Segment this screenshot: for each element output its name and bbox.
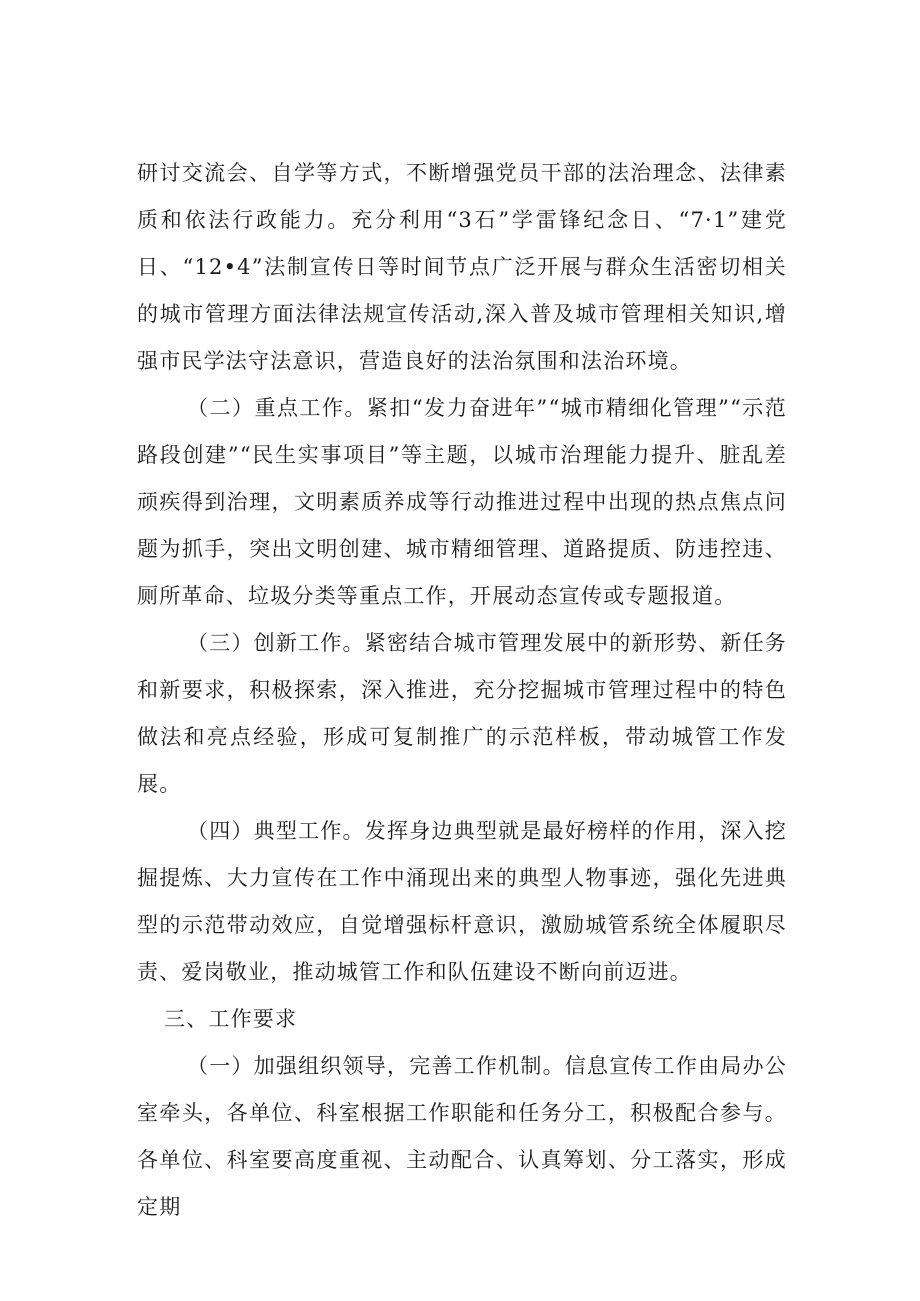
document-body (137, 150, 787, 1231)
paragraph-typical-work: （四）典型工作。发挥身边典型就是最好榜样的作用，深入挖掘提炼、大力宣传在工作中涌现出来的典型人物事迹，强化先进典型的示范带动效应，自觉增强标杆意识，激励城管系统全体履职尽责、爱岗敬业，推动城管工作和队伍建设不断向前迈进。 (137, 819, 787, 984)
paragraph-organization-leadership: （一）加强组织领导，完善工作机制。信息宣传工作由局办公室牵头，各单位、科室根据工作职能和任务分工，积极配合参与。各单位、科室要高度重视、主动配合、认真筹划、分工落实，形成定期 (137, 1054, 787, 1219)
section-heading-work-requirements: 三、工作要求 (164, 1007, 298, 1031)
paragraph-legal-publicity: 研讨交流会、自学等方式，不断增强党员干部的法治理念、法律素质和依法行政能力。充分利用“3石”学雷锋纪念日、“7·1”建党日、“12•4”法制宣传日等时间节点广泛开展与群众生活密切相关的城市管理方面法律法规宣传活动,深入普及城市管理相关知识,增强市民学法守法意识，营造良好的法治氛围和法治环境。 (137, 161, 787, 373)
paragraph-innovation-work: （三）创新工作。紧密结合城市管理发展中的新形势、新任务和新要求，积极探索，深入推进，充分挖掘城市管理过程中的特色做法和亮点经验，形成可复制推广的示范样板，带动城管工作发展。 (137, 631, 787, 796)
paragraph-key-work: （二）重点工作。紧扣“发力奋进年”“城市精细化管理”“示范路段创建”“民生实事项目”等主题，以城市治理能力提升、脏乱差顽疾得到治理，文明素质养成等行动推进过程中出现的热点焦点问题为抓手，突出文明创建、城市精细管理、道路提质、防违控违、厕所革命、垃圾分类等重点工作，开展动态宣传或专题报道。 (137, 396, 787, 608)
